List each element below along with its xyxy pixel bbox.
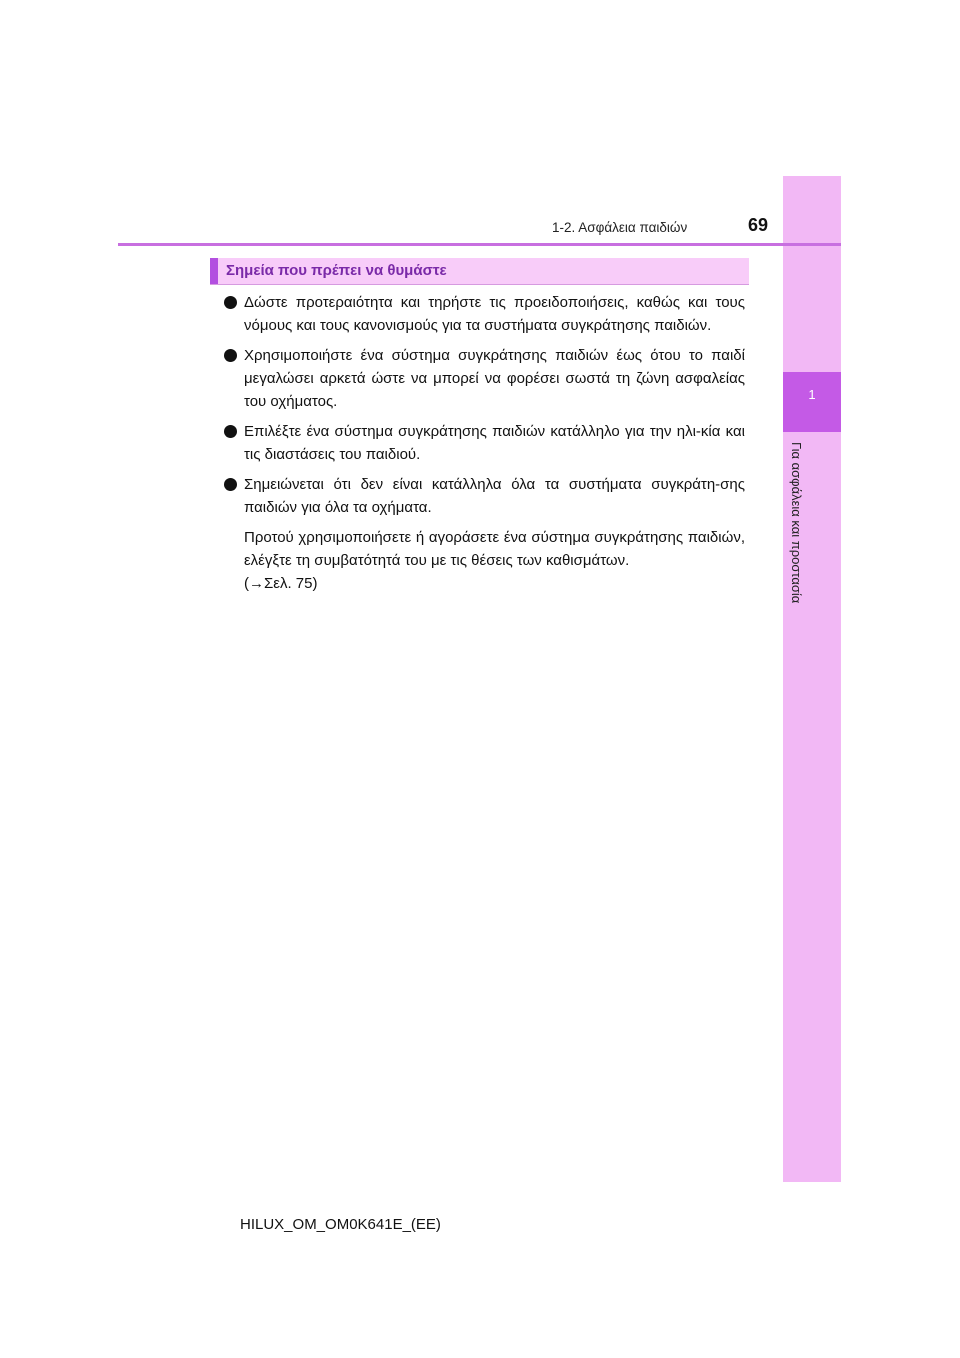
chapter-number: 1 — [808, 387, 816, 402]
header-divider — [118, 243, 841, 246]
reminder-list — [224, 291, 745, 595]
chapter-title: Για ασφάλεια και προστασία — [789, 442, 804, 604]
list-item — [224, 420, 745, 466]
note-text: Προτού χρησιμοποιήσετε ή αγοράσετε ένα σύστημα συγκράτησης παιδιών, ελέγξτε τη συμβατότητά του με τις θέσεις των καθισμάτων. — [244, 529, 745, 569]
list-item — [224, 291, 745, 337]
bullet-icon — [224, 425, 237, 438]
bullet-icon — [224, 296, 237, 309]
document-code: HILUX_OM_OM0K641E_(EE) — [240, 1216, 441, 1233]
section-title: 1-2. Ασφάλεια παιδιών — [552, 220, 688, 235]
list-item — [224, 344, 745, 413]
bullet-icon — [224, 349, 237, 362]
list-item-text: Δώστε προτεραιότητα και τηρήστε τις προειδοποιήσεις, καθώς και τους νόμους και τους κανονισμούς για τα συστήματα συγκράτησης παιδιών. — [244, 294, 745, 334]
chapter-side-tab — [783, 176, 841, 1182]
page-number: 69 — [748, 215, 769, 235]
reminder-box-title: Σημεία που πρέπει να θυμάστε — [226, 262, 447, 279]
page-reference-link[interactable]: (→Σελ. 75) — [244, 575, 318, 592]
list-item-text: Χρησιμοποιήστε ένα σύστημα συγκράτησης παιδιών έως ότου το παιδί μεγαλώσει αρκετά ώστε να μπορεί να φορέσει σωστά τη ζώνη ασφαλείας του οχήματος. — [244, 347, 745, 410]
list-item — [224, 473, 745, 519]
box-accent-bar — [210, 258, 218, 284]
reminder-box-header — [210, 258, 749, 285]
list-item-text: Σημειώνεται ότι δεν είναι κατάλληλα όλα τα συστήματα συγκράτη-σης παιδιών για όλα τα οχήματα. — [244, 476, 745, 516]
compatibility-note — [224, 526, 745, 595]
list-item-text: Επιλέξτε ένα σύστημα συγκράτησης παιδιών κατάλληλο για την ηλι-κία και τις διαστάσεις του παιδιού. — [244, 423, 745, 463]
bullet-icon — [224, 478, 237, 491]
chapter-tab-marker — [783, 372, 841, 432]
